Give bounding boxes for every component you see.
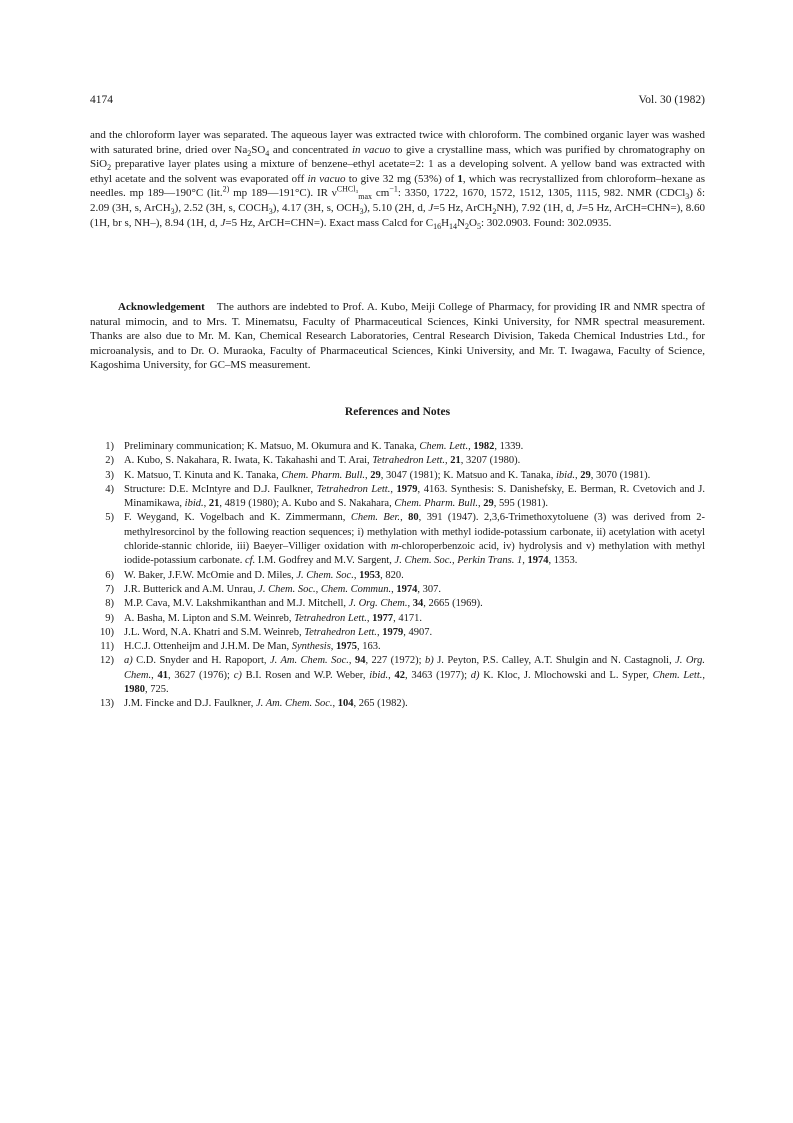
reference-authors: A. Kubo, S. Nakahara, R. Iwata, K. Takahashi and T. Arai, <box>124 455 373 467</box>
reference-journal: J. Am. Chem. Soc. <box>269 655 349 667</box>
reference-item <box>90 469 705 483</box>
reference-journal: J. Am. Chem. Soc. <box>255 698 333 710</box>
reference-authors: Structure: D.E. McIntyre and D.J. Faulkner, <box>124 483 317 495</box>
reference-separator: , <box>365 469 371 481</box>
reference-journal: Chem. Ber. <box>350 512 401 524</box>
reference-separator: , <box>330 641 337 653</box>
reference-separator: , <box>522 555 528 567</box>
reference-number: 7) <box>105 583 114 595</box>
reference-detail: , 163. <box>357 641 381 653</box>
experimental-paragraph: and the chloroform layer was separated. The aqueous layer was extracted twice with chloroform. The combined organic layer was washed with saturated brine, dried over $Na_2SO_4$ and concentrated in vacuo to give a crystalline mass, which was purified by chromatography on SiO$_2$ preparative layer plates using a mixture of benzene–ethyl acetate=2: 1 as a developing solvent. A yellow band was extracted with ethyl acetate and the solvent was evaporated off in vacuo to give 32 mg (53%) of 1, which was recrystallized from chloroform–hexane as needles. mp 189—190°C (lit.$^{2)}$ mp 189—191°C). IR $\nu^{CHCl_3}_{max}$ $cm^{-1}$: 3350, 1722, 1670, 1572, 1512, 1305, 1115, 982. NMR (CDCl$_3$) δ: 2.09 (3H, s, ArCH$_3$), 2.52 (3H, s, $COCH_3$), 4.17 (3H, s, $OCH_3$), 5.10 (2H, d, J=5 Hz, ArCH$_2$NH), 7.92 (1H, d, J=5 Hz, ArCH=CHN=), 8.60 (1H, br s, NH–), 8.94 (1H, d, J=5 Hz, ArCH=CHN=). Exact mass Calcd for $C_{16}H_{14}N_2O_5$: 302.0903. Found: 302.0935. <box>90 129 705 231</box>
reference-separator: , <box>400 512 409 524</box>
reference-detail: , 391 (1947). 2,3,6-Trimethoxytoluene (3) was derived from 2-methylresorcinol by the following reaction sequences; i) methylation with methyl iodide-potassium carbonate, ii) acetylation with acetyl chloride-stannic chloride, iii) Baeyer–Villiger oxidation with <box>124 512 706 553</box>
reference-detail: , 4163. Synthesis: S. Danishefsky, E. Berman, R. Cvetovich and J. Minamikawa, <box>124 483 706 510</box>
reference-volume: 29 <box>370 469 381 481</box>
reference-item <box>90 654 705 697</box>
reference-separator: , <box>366 612 373 624</box>
reference-item <box>90 640 705 654</box>
reference-authors: K. Matsuo, T. Kinuta and K. Tanaka, <box>124 469 282 481</box>
reference-number: 11) <box>100 641 114 653</box>
reference-detail: , 3627 (1976); <box>167 669 234 681</box>
reference-detail: , 1339. <box>494 441 524 452</box>
reference-journal: J. Org. Chem. <box>348 598 408 610</box>
references-heading: References and Notes <box>344 406 451 418</box>
reference-number: 10) <box>100 626 114 638</box>
reference-number: 12) <box>100 655 114 667</box>
page-header <box>90 94 705 110</box>
reference-volume: 1975 <box>336 641 358 653</box>
reference-journal: J. Chem. Soc., Chem. Commun. <box>258 583 392 595</box>
reference-separator: , <box>151 669 158 681</box>
reference-volume: 29 <box>580 469 591 481</box>
reference-detail: B.I. Rosen and W.P. Weber, <box>241 669 370 681</box>
reference-item <box>90 569 705 583</box>
reference-item <box>90 583 705 597</box>
reference-number: 3) <box>105 469 114 481</box>
volume-label: Vol. 30 (1982) <box>638 94 705 106</box>
reference-detail: , 4819 (1980); A. Kubo and S. Nakahara, <box>219 498 395 510</box>
reference-detail: , 3207 (1980). <box>460 455 521 467</box>
reference-journal: Chem. Lett. <box>652 669 703 681</box>
reference-journal: m <box>390 541 399 553</box>
reference-detail: , 1353. <box>548 555 578 567</box>
reference-journal: a) <box>124 655 133 667</box>
reference-volume: 41 <box>157 669 168 681</box>
acknowledgement-text: The authors are indebted to Prof. A. Kubo, Meiji College of Pharmacy, for providing IR and NMR spectra of natural mimocin, and to Mrs. T. Minematsu, Faculty of Pharmaceutical Sciences, Kinki University, for NMR spectral measurement. Thanks are also due to Mr. M. Kan, Chemical Research Laboratories, Central Research Division, Takeda Chemical Industries Ltd., for microanalysis, and to Dr. O. Muraoka, Faculty of Pharmaceutical Sciences, Kinki University, and Mr. T. Iwagawa, Faculty of Science, Kagoshima University, for GC–MS measurement. <box>90 301 705 372</box>
reference-number: 5) <box>105 512 114 524</box>
reference-detail: , 2665 (1969). <box>423 598 483 610</box>
reference-number: 13) <box>100 698 114 710</box>
reference-journal: J. Chem. Soc. <box>296 569 354 581</box>
reference-separator: , <box>445 455 451 467</box>
reference-separator: , <box>574 469 581 481</box>
reference-detail: , 3070 (1981). <box>590 469 651 481</box>
reference-volume: 29 <box>483 498 494 510</box>
reference-separator: , <box>388 669 395 681</box>
reference-separator: , <box>376 626 383 638</box>
reference-volume: 94 <box>354 655 366 667</box>
reference-number: 4) <box>105 483 114 495</box>
reference-authors: M.P. Cava, M.V. Lakshmikanthan and M.J. Mitchell, <box>124 598 349 610</box>
reference-volume: 1980 <box>124 684 145 696</box>
reference-volume: 1977 <box>372 612 394 624</box>
reference-journal: Tetrahedron Lett. <box>316 483 391 495</box>
reference-journal: Tetrahedron Lett. <box>372 455 446 467</box>
reference-volume: 21 <box>208 498 220 510</box>
reference-detail: , 227 (1972); <box>365 655 426 667</box>
reference-detail: , 3047 (1981); K. Matsuo and K. Tanaka, <box>380 469 556 481</box>
reference-volume: 1974 <box>527 555 549 567</box>
reference-volume: 1953 <box>359 569 381 581</box>
reference-separator: , <box>203 498 209 510</box>
page-number: 4174 <box>90 94 113 106</box>
reference-separator: , <box>478 498 484 510</box>
reference-detail: , 265 (1982). <box>353 698 408 710</box>
reference-volume: 1974 <box>396 583 418 595</box>
reference-journal: cf. <box>245 555 256 567</box>
reference-journal: ibid. <box>369 669 389 681</box>
reference-volume: 34 <box>412 598 424 610</box>
reference-detail: K. Kloc, J. Mlochowski and L. Syper, <box>479 669 653 681</box>
reference-separator: , <box>468 441 474 452</box>
reference-number: 1) <box>105 441 114 452</box>
reference-item <box>90 454 705 468</box>
reference-detail: J. Peyton, P.S. Calley, A.T. Shulgin and N. Castagnoli, <box>433 655 676 667</box>
reference-separator: , <box>353 569 360 581</box>
reference-journal: d) <box>470 669 480 681</box>
reference-separator: , <box>407 598 413 610</box>
reference-authors: J.R. Butterick and A.M. Unrau, <box>124 583 259 595</box>
reference-journal: Tetrahedron Lett. <box>294 612 367 624</box>
reference-detail: , 820. <box>380 569 404 581</box>
reference-journal: J. Chem. Soc., Perkin Trans. 1 <box>394 555 523 567</box>
reference-journal: Chem. Lett. <box>419 441 469 452</box>
reference-number: 8) <box>105 598 114 610</box>
reference-separator: , <box>391 583 397 595</box>
reference-item <box>90 697 705 711</box>
reference-number: 6) <box>105 569 114 581</box>
reference-journal: J. Org. Chem. <box>124 655 705 681</box>
reference-item <box>90 511 705 568</box>
reference-journal: Chem. Pharm. Bull. <box>394 498 479 510</box>
reference-item <box>90 612 705 626</box>
reference-authors: W. Baker, J.F.W. McOmie and D. Miles, <box>124 569 297 581</box>
reference-volume: 1979 <box>382 626 404 638</box>
reference-journal: Synthesis <box>291 641 331 653</box>
reference-journal: Tetrahedron Lett. <box>304 626 377 638</box>
references-list <box>90 440 705 712</box>
reference-volume: 42 <box>394 669 406 681</box>
reference-volume: 104 <box>337 698 354 710</box>
reference-journal: ibid. <box>184 498 204 510</box>
reference-authors: F. Weygand, K. Vogelbach and K. Zimmermann, <box>124 512 351 524</box>
reference-volume: 80 <box>408 512 419 524</box>
reference-detail: , 4171. <box>393 612 423 624</box>
reference-number: 2) <box>105 455 114 467</box>
reference-volume: 1979 <box>396 483 418 495</box>
reference-number: 9) <box>105 612 114 624</box>
reference-journal: ibid. <box>556 469 575 481</box>
reference-separator: , <box>348 655 355 667</box>
reference-separator: , <box>702 669 706 681</box>
reference-authors: J.M. Fincke and D.J. Faulkner, <box>124 698 256 710</box>
reference-detail: , 595 (1981). <box>493 498 549 510</box>
reference-authors: A. Basha, M. Lipton and S.M. Weinreb, <box>124 612 295 624</box>
reference-journal: b) <box>425 655 434 667</box>
reference-detail: , 3463 (1977); <box>405 669 471 681</box>
acknowledgement-heading: Acknowledgement <box>118 301 205 313</box>
reference-detail: -chloroperbenzoic acid, iv) hydrolysis and v) methylation with methyl iodide-potassium carbonate. <box>124 541 705 567</box>
reference-volume: 1982 <box>473 441 495 452</box>
reference-detail: , 307. <box>417 583 442 595</box>
reference-detail: C.D. Snyder and H. Rapoport, <box>132 655 270 667</box>
reference-authors: Preliminary communication; K. Matsuo, M. Okumura and K. Tanaka, <box>124 441 420 452</box>
reference-item <box>90 597 705 611</box>
reference-authors: J.L. Word, N.A. Khatri and S.M. Weinreb, <box>124 626 305 638</box>
reference-journal: Chem. Pharm. Bull. <box>281 469 366 481</box>
reference-item <box>90 483 705 512</box>
reference-separator: , <box>390 483 397 495</box>
reference-item <box>90 440 705 454</box>
acknowledgement-paragraph <box>90 300 705 373</box>
reference-item <box>90 626 705 640</box>
reference-separator: , <box>332 698 338 710</box>
reference-detail: , 725. <box>145 684 169 696</box>
reference-authors: H.C.J. Ottenheijm and J.H.M. De Man, <box>124 641 292 653</box>
reference-detail: I.M. Godfrey and M.V. Sargent, <box>255 555 395 567</box>
reference-detail: , 4907. <box>403 626 433 638</box>
reference-volume: 21 <box>450 455 461 467</box>
reference-journal: c) <box>233 669 242 681</box>
